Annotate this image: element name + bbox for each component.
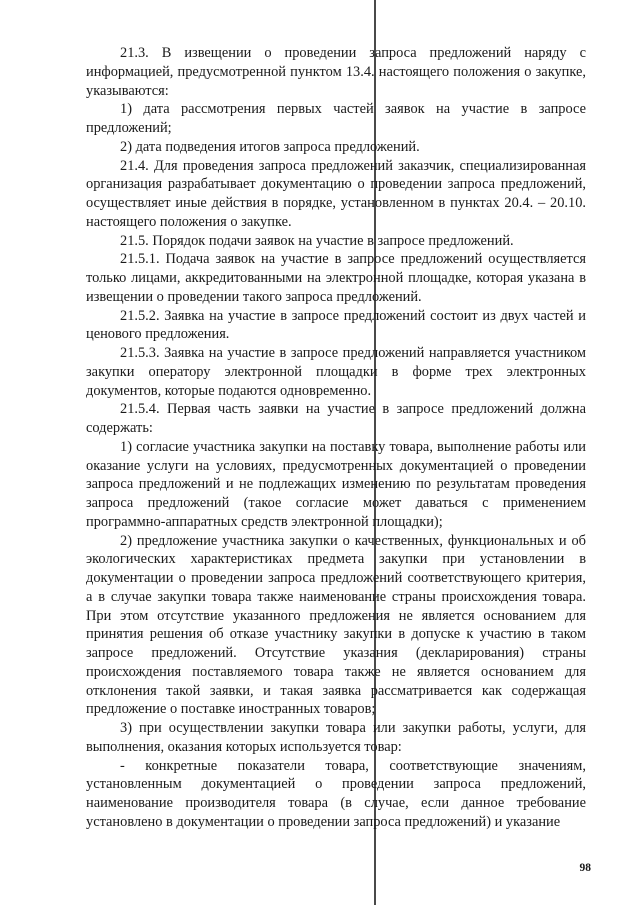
paragraph-21-3: 21.3. В извещении о проведении запроса предложений наряду с информацией, предусмотренной пунктом 13.4. настоящего положения о закупке, указываются: (86, 45, 586, 99)
paragraph-21-5-4-item-1: 1) согласие участника закупки на поставку товара, выполнение работы или оказание услуги на условиях, предусмотренных документацией о проведении запроса предложений и не подлежащих изменению по результатам проведения запроса предложений (такое согласие может даваться с применением программно-аппаратных средств электронной площадки); (86, 438, 586, 530)
paragraph-21-5-1: 21.5.1. Подача заявок на участие в запросе предложений осуществляется только лицами, аккредитованными на электронной площадке, которая указана в извещении о проведении такого запроса предложений. (86, 251, 586, 305)
document-body (86, 44, 586, 832)
paragraph-21-5-4-item-3-dash: - конкретные показатели товара, соответствующие значениям, установленным документацией о проведении запроса предложений, наименование производителя товара (в случае, если данное требование установлено в документации о проведении запроса предложений) и указание (86, 757, 586, 830)
paragraph-21-5-2: 21.5.2. Заявка на участие в запросе предложений состоит из двух частей и ценового предложения. (86, 307, 586, 343)
paragraph-21-5-4-item-2: 2) предложение участника закупки о качественных, функциональных и об экологических характеристиках предмета закупки при установлении в документации о проведении запроса предложений соответствующего критерия, а в случае закупки товара также наименование страны происхождения товара. При этом отсутствие указанного предложения не является основанием для принятия решения об отказе участнику закупки в допуске к участию в таком запросе предложений. Отсутствие указания (декларирования) страны происхождения поставляемого товара также не является основанием для отклонения такой заявки, и такая заявка рассматривается как содержащая предложение о поставке иностранных товаров; (86, 532, 586, 718)
paragraph-21-5-3: 21.5.3. Заявка на участие в запросе предложений направляется участником закупки оператору электронной площадки в форме трех электронных документов, которые подаются одновременно. (86, 345, 586, 399)
page-number: 98 (579, 862, 591, 874)
paragraph-21-3-item-1: 1) дата рассмотрения первых частей заявок на участие в запросе предложений; (86, 101, 586, 136)
paragraph-21-5-4: 21.5.4. Первая часть заявки на участие в запросе предложений должна содержать: (86, 401, 586, 436)
paragraph-21-3-item-2: 2) дата подведения итогов запроса предложений. (120, 138, 420, 155)
paragraph-21-4: 21.4. Для проведения запроса предложений заказчик, специализированная организация разрабатывает документацию о проведении запроса предложений, осуществляет иные действия в порядке, установленном в пунктах 20.4. – 20.10. настоящего положения о закупке. (86, 157, 586, 230)
paragraph-21-5-4-item-3: 3) при осуществлении закупки товара или закупки работы, услуги, для выполнения, оказания которых используется товар: (86, 720, 586, 755)
paragraph-21-5: 21.5. Порядок подачи заявок на участие в запросе предложений. (120, 232, 514, 249)
